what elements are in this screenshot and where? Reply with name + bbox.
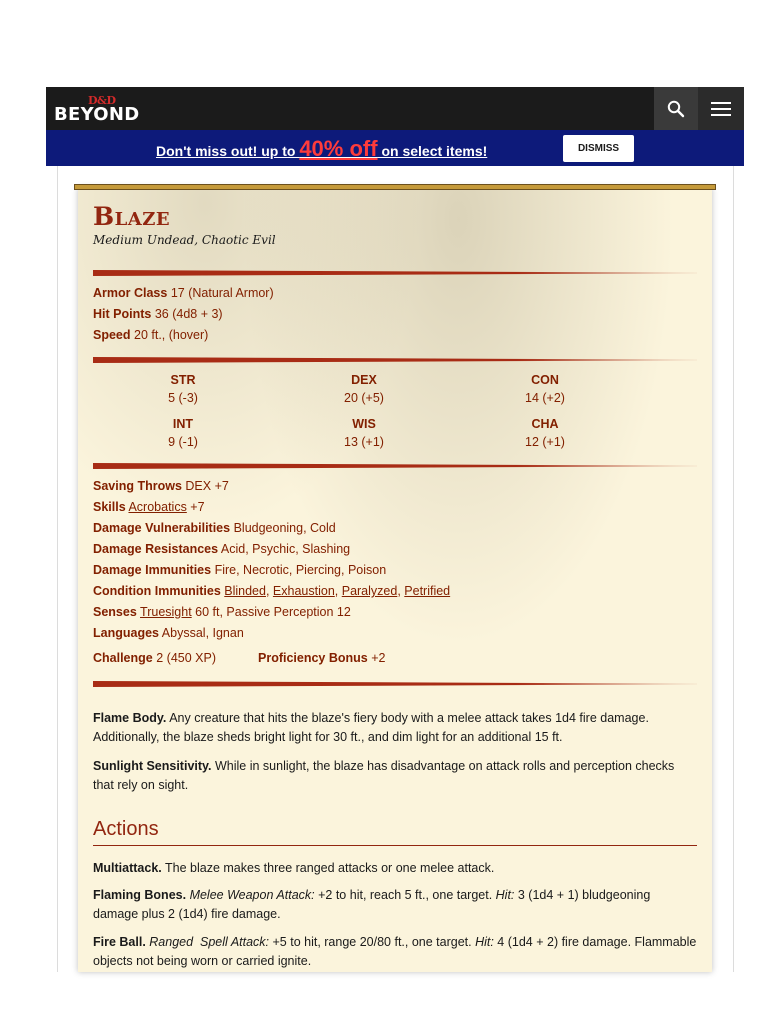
promo-banner <box>46 130 744 166</box>
ability-name: STR <box>170 373 196 387</box>
ability-cha <box>485 417 605 449</box>
action-text: The blaze makes three ranged attacks or one melee attack. <box>161 861 495 875</box>
damage-resistances-line <box>93 542 350 556</box>
dnd-beyond-logo[interactable] <box>54 94 154 126</box>
ability-name: DEX <box>351 373 377 387</box>
languages-line <box>93 626 244 640</box>
senses-line <box>93 605 351 619</box>
damage-resistances-value: Acid, Psychic, Slashing <box>220 542 351 556</box>
stat-block-top-border <box>74 184 716 190</box>
condition-immunities-label: Condition Immunities <box>93 584 221 598</box>
hamburger-menu-icon <box>711 101 731 117</box>
hit-points-line <box>93 307 223 321</box>
saving-throws-line <box>93 479 229 493</box>
actions-divider <box>93 845 697 846</box>
section-divider <box>93 463 697 469</box>
armor-class-line <box>93 286 274 300</box>
ability-name: CON <box>531 373 559 387</box>
sense-truesight-link[interactable]: Truesight <box>140 605 192 619</box>
senses-label: Senses <box>93 605 137 619</box>
senses-value: 60 ft, Passive Perception 12 <box>191 605 351 619</box>
condition-immunities-line <box>93 584 450 598</box>
condition-separator: , <box>265 584 273 598</box>
promo-text-before: Don't miss out! up to <box>156 143 300 159</box>
ability-wis <box>304 417 424 449</box>
skills-value: +7 <box>186 500 205 514</box>
section-divider <box>93 681 697 687</box>
logo-beyond-text: BEYOND <box>54 104 140 125</box>
damage-immunities-label: Damage Immunities <box>93 563 212 577</box>
action-name: Flaming Bones. <box>93 888 187 902</box>
section-divider <box>93 357 697 363</box>
condition-paralyzed-link[interactable]: Paralyzed <box>341 584 398 598</box>
action-text: +2 to hit, reach 5 ft., one target. <box>314 888 496 902</box>
damage-immunities-line <box>93 563 386 577</box>
dismiss-button[interactable]: DISMISS <box>563 135 634 162</box>
languages-value: Abyssal, Ignan <box>161 626 244 640</box>
action-name: Fire Ball. <box>93 935 146 949</box>
proficiency-label: Proficiency Bonus <box>258 651 368 665</box>
hit-label: Hit: <box>495 888 515 902</box>
hit-points-label: Hit Points <box>93 307 152 321</box>
saving-throws-value: DEX +7 <box>185 479 229 493</box>
ability-name: INT <box>172 417 194 431</box>
content-frame-right <box>733 166 734 972</box>
damage-vulnerabilities-value: Bludgeoning, Cold <box>233 521 336 535</box>
menu-button[interactable] <box>698 87 744 130</box>
action-text: +5 to hit, range 20/80 ft., one target. <box>269 935 476 949</box>
promo-text-after: on select items! <box>377 143 488 159</box>
logo-dnd-text: D&D <box>88 94 116 107</box>
proficiency-value: +2 <box>371 651 386 665</box>
hit-points-value: 36 (4d8 + 3) <box>154 307 223 321</box>
ability-dex <box>304 373 424 405</box>
damage-vulnerabilities-line <box>93 521 336 535</box>
ability-score: 5 (-3) <box>168 391 198 405</box>
monster-meta: Medium Undead, Chaotic Evil <box>93 233 276 247</box>
skill-acrobatics-link[interactable]: Acrobatics <box>128 500 187 514</box>
ability-name: WIS <box>352 417 376 431</box>
ability-int <box>123 417 243 449</box>
trait-name: Flame Body. <box>93 711 167 725</box>
search-icon <box>667 100 685 118</box>
ability-str <box>123 373 243 405</box>
site-header <box>46 87 744 130</box>
saving-throws-label: Saving Throws <box>93 479 182 493</box>
damage-resistances-label: Damage Resistances <box>93 542 219 556</box>
armor-class-label: Armor Class <box>93 286 168 300</box>
challenge-line <box>93 651 216 665</box>
ability-score: 20 (+5) <box>344 391 384 405</box>
hit-text: 3 (1d4 + 1) bludgeoning damage plus 2 (1d4) fire damage. <box>93 888 651 921</box>
trait-text: While in sunlight, the blaze has disadvantage on attack rolls and perception checks that rely on sight. <box>93 759 675 792</box>
condition-separator: , <box>397 584 405 598</box>
monster-name: Blaze <box>93 202 171 231</box>
challenge-value: 2 (450 XP) <box>156 651 216 665</box>
speed-label: Speed <box>93 328 131 342</box>
damage-vulnerabilities-label: Damage Vulnerabilities <box>93 521 231 535</box>
speed-line <box>93 328 208 342</box>
search-button[interactable] <box>654 87 698 130</box>
action-multiattack <box>93 859 697 878</box>
condition-petrified-link[interactable]: Petrified <box>404 584 451 598</box>
trait-flame-body <box>93 709 697 747</box>
trait-text: Any creature that hits the blaze's fiery body with a melee attack takes 1d4 fire damage. Additionally, the blaze sheds bright light for 30 ft., and dim light for an additional 15 ft. <box>93 711 649 744</box>
languages-label: Languages <box>93 626 159 640</box>
content-frame-left <box>57 166 58 972</box>
trait-name: Sunlight Sensitivity. <box>93 759 212 773</box>
attack-type: Ranged Spell Attack: <box>149 935 270 949</box>
stat-block <box>78 188 712 972</box>
proficiency-line <box>258 651 386 665</box>
skills-line <box>93 500 205 514</box>
challenge-label: Challenge <box>93 651 153 665</box>
condition-separator: , <box>334 584 342 598</box>
action-name: Multiattack. <box>93 861 162 875</box>
hit-text: 4 (1d4 + 2) fire damage. Flammable objects not being worn or carried ignite. <box>93 935 697 968</box>
action-flaming-bones <box>93 886 697 924</box>
section-divider <box>93 270 697 276</box>
ability-score: 14 (+2) <box>525 391 565 405</box>
trait-sunlight-sensitivity <box>93 757 697 795</box>
hit-label: Hit: <box>475 935 494 949</box>
promo-highlight: 40% off <box>299 136 378 161</box>
actions-heading: Actions <box>93 818 159 840</box>
armor-class-value: 17 (Natural Armor) <box>170 286 274 300</box>
attack-type: Melee Weapon Attack: <box>189 888 315 902</box>
promo-link[interactable] <box>156 136 487 162</box>
damage-immunities-value: Fire, Necrotic, Piercing, Poison <box>214 563 387 577</box>
ability-name: CHA <box>531 417 559 431</box>
ability-score: 12 (+1) <box>525 435 565 449</box>
action-fire-ball <box>93 933 697 971</box>
condition-blinded-link[interactable]: Blinded <box>224 584 266 598</box>
condition-exhaustion-link[interactable]: Exhaustion <box>272 584 335 598</box>
ability-con <box>485 373 605 405</box>
skills-label: Skills <box>93 500 126 514</box>
speed-value: 20 ft., (hover) <box>134 328 209 342</box>
ability-score: 9 (-1) <box>168 435 198 449</box>
ability-score: 13 (+1) <box>344 435 384 449</box>
